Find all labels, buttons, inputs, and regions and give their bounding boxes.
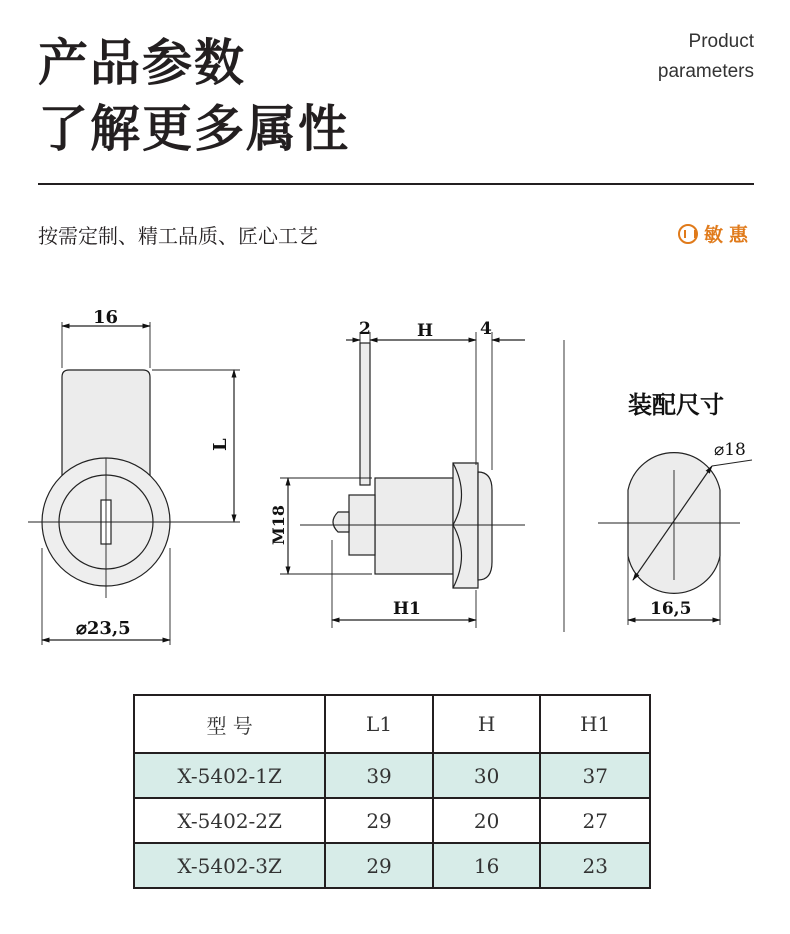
cutout-title: 装配尺寸 [628,390,724,419]
flange [478,472,492,580]
dim-h1-label: H1 [393,599,421,619]
side-view [280,332,564,632]
brand-logo-icon [678,224,698,244]
dim-length-label: L [210,438,231,451]
cell-h1: 37 [540,753,650,798]
hex-nut [453,463,478,588]
cell-h: 20 [433,798,541,843]
table-row [134,753,650,798]
brand [678,220,754,247]
cell-l1: 29 [325,843,433,888]
front-view [28,322,240,645]
cam-side [360,343,370,485]
spec-table [133,694,651,889]
dim-width-label: 16 [93,307,119,328]
dim-diameter-label: ⌀23,5 [76,618,131,639]
dim-thread-label: M18 [269,505,288,545]
dim-nut-label: 4 [480,319,492,339]
header-h1: H1 [540,695,650,753]
cell-model: X-5402-1Z [134,753,325,798]
cutout-diameter-label: ⌀18 [714,440,746,460]
cell-h1: 27 [540,798,650,843]
cell-model: X-5402-2Z [134,798,325,843]
table-header-row [134,695,650,753]
table-row [134,798,650,843]
cell-h: 30 [433,753,541,798]
technical-drawing [0,290,790,650]
cell-h1: 23 [540,843,650,888]
english-title-line2: parameters [657,61,754,82]
header-divider [38,183,754,185]
dim-h-label: H [417,321,434,341]
english-title-line1: Product [688,31,754,52]
cell-l1: 39 [325,753,433,798]
page-subtitle: 了解更多属性 [38,100,350,158]
header-l1: L1 [325,695,433,753]
tagline: 按需定制、精工品质、匠心工艺 [38,224,318,248]
cutout-flat-label: 16,5 [650,599,692,619]
page-title: 产品参数 [38,34,246,92]
header-h: H [433,695,541,753]
brand-name: 敏惠 [703,224,754,246]
cell-h: 16 [433,843,541,888]
key-tip [333,512,349,532]
barrel [375,478,453,574]
header-model: 型 号 [134,695,325,753]
dim-plate-label: 2 [359,319,371,339]
cell-model: X-5402-3Z [134,843,325,888]
cell-l1: 29 [325,798,433,843]
table-row [134,843,650,888]
